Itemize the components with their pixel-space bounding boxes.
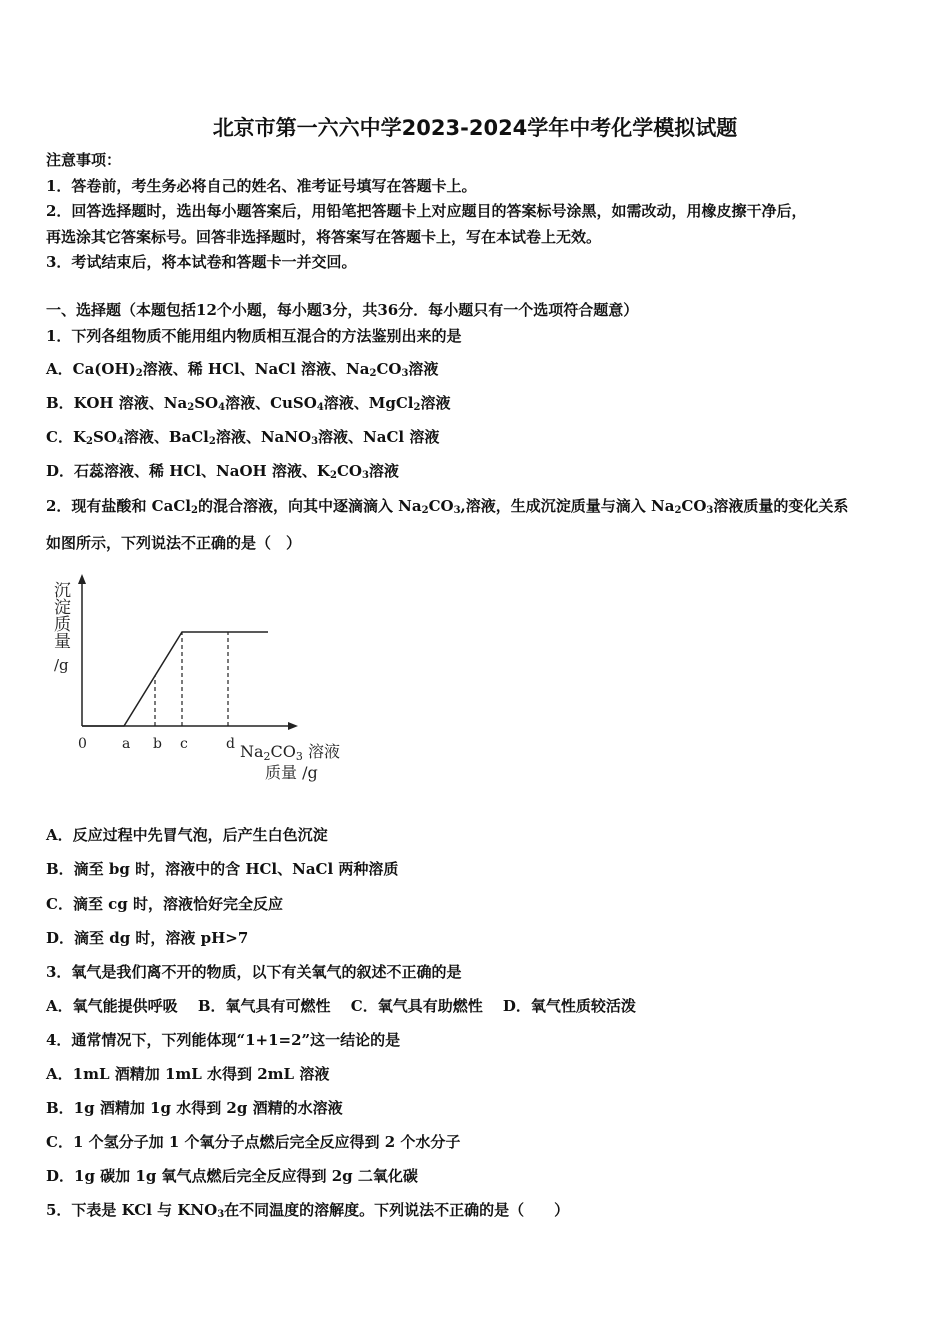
precipitate-chart — [40, 566, 370, 791]
q4-option-a: A．1mL 酒精加 1mL 水得到 2mL 溶液 — [46, 1065, 330, 1083]
q4-option-b: B．1g 酒精加 1g 水得到 2g 酒精的水溶液 — [46, 1099, 343, 1117]
x-tick-label: 0 — [78, 736, 87, 752]
x-axis-label — [240, 742, 340, 782]
q4-option-d: D．1g 碳加 1g 氧气点燃后完全反应得到 2g 二氧化碳 — [46, 1167, 418, 1185]
precipitate-curve — [82, 632, 268, 726]
q1-option-b: B．KOH 溶液、$Na_2SO_4$溶液、CuSO$_4$溶液、MgCl$_2$溶液 — [46, 394, 451, 413]
y-label-char: 沉 — [54, 581, 71, 601]
y-axis-arrow — [78, 574, 86, 584]
q3-stem: 3．氧气是我们离不开的物质，以下有关氧气的叙述不正确的是 — [46, 963, 462, 981]
q2-option-d: D．滴至 dg 时，溶液 pH>7 — [46, 929, 249, 947]
y-axis-label — [54, 581, 71, 674]
x-tick-label: b — [153, 736, 162, 752]
notice-heading: 注意事项： — [46, 151, 122, 169]
x-axis-arrow — [288, 722, 298, 730]
q4-stem: 4．通常情况下，下列能体现“1+1=2”这一结论的是 — [46, 1031, 401, 1049]
notice-item-1: 1．答卷前，考生务必将自己的姓名、准考证号填写在答题卡上。 — [46, 177, 477, 195]
q2-option-b: B．滴至 bg 时，溶液中的含 HCl、NaCl 两种溶质 — [46, 860, 399, 878]
y-label-char: 淀 — [54, 598, 71, 618]
q1-option-c: C．$K_2SO_4$溶液、BaCl$_2$溶液、NaNO$_3$溶液、NaCl 溶液 — [46, 428, 440, 447]
q2-option-a: A．反应过程中先冒气泡，后产生白色沉淀 — [46, 826, 328, 844]
section-heading: 一、选择题（本题包括12个小题，每小题3分，共36分．每小题只有一个选项符合题意） — [46, 301, 639, 319]
q4-option-c: C．1 个氢分子加 1 个氧分子点燃后完全反应得到 2 个水分子 — [46, 1133, 461, 1151]
x-label-line1: Na2CO3 溶液 — [240, 742, 340, 763]
y-label-char: 质 — [54, 615, 71, 635]
notice-item-2: 2．回答选择题时，选出每小题答案后，用铅笔把答题卡上对应题目的答案标号涂黑，如需改动，用橡皮擦干净后， — [46, 202, 807, 220]
x-tick-label: d — [226, 736, 235, 752]
x-tick-label: a — [122, 736, 131, 752]
q2-stem-cont: 如图所示，下列说法不正确的是（ ） — [46, 534, 302, 552]
x-tick-label: c — [180, 736, 188, 752]
q1-option-d: D．石蕊溶液、稀 HCl、NaOH 溶液、$K_2CO_3$溶液 — [46, 462, 399, 481]
page-title: 北京市第一六六中学2023-2024学年中考化学模拟试题 — [212, 116, 738, 140]
y-label-char: /g — [54, 656, 69, 674]
notice-item-3: 3．考试结束后，将本试卷和答题卡一并交回。 — [46, 253, 357, 271]
q3-options: A．氧气能提供呼吸 B．氧气具有可燃性 C．氧气具有助燃性 D．氧气性质较活泼 — [46, 997, 636, 1015]
q1-stem: 1．下列各组物质不能用组内物质相互混合的方法鉴别出来的是 — [46, 327, 462, 345]
x-label-line2: 质量 /g — [265, 763, 318, 782]
y-label-char: 量 — [54, 632, 71, 652]
q1-option-a: A．$Ca(OH)_2$溶液、稀 HCl、NaCl 溶液、$Na_2CO_3$溶液 — [46, 360, 439, 379]
q2-option-c: C．滴至 cg 时，溶液恰好完全反应 — [46, 895, 284, 913]
notice-item-2-cont: 再选涂其它答案标号。回答非选择题时，将答案写在答题卡上，写在本试卷上无效。 — [46, 228, 602, 246]
q5-stem: 5．下表是 KCl 与 $KNO_3$在不同温度的溶解度。下列说法不正确的是（ ） — [46, 1201, 570, 1220]
q2-stem: 2．现有盐酸和 CaCl$_2$的混合溶液，向其中逐滴滴入 $Na_2CO_3$,溶液，生成沉淀质量与滴入 $Na_2CO_3$溶液质量的变化关系 — [46, 497, 849, 516]
